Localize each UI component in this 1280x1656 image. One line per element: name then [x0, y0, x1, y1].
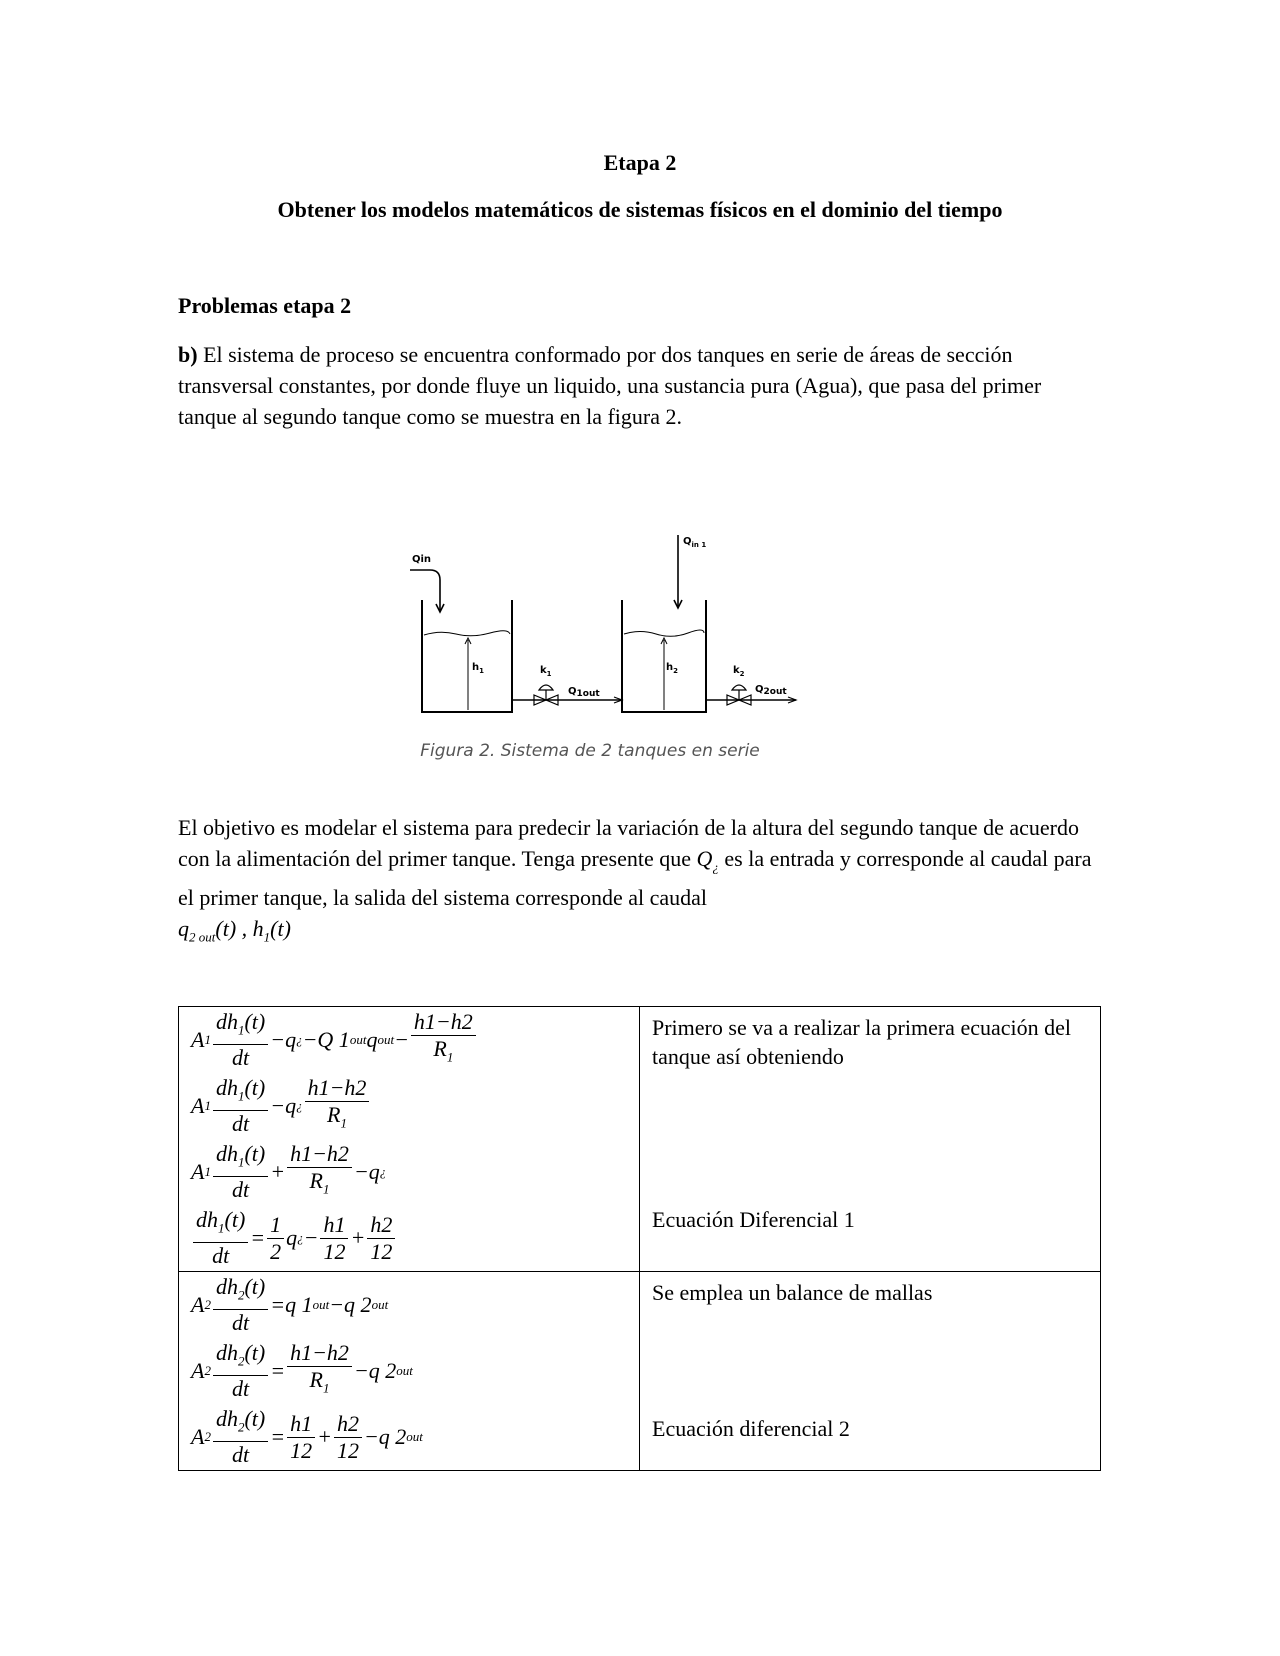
problem-statement: [178, 339, 1098, 432]
objective-paragraph: El objetivo es modelar el sistema para predecir la variación de la altura del segundo tanque de acuerdo con la alimentación del primer tanque. Tenga presente que $Q_¿$ es la entrada y corresponde al caudal para el primer tanque, la salida del sistema corresponde al caudal $q_{2 out}(t)$ , $h_1(t)$: [178, 815, 1092, 945]
tank-1-level: [424, 631, 510, 636]
output-expression: $q_{2 out}(t)$ , $h_1(t)$: [178, 916, 291, 945]
label-k1: $k_1$: [540, 665, 552, 678]
problem-label: b): [178, 342, 198, 367]
section-heading: Problemas etapa 2: [178, 293, 352, 318]
page-subtitle: Obtener los modelos matemáticos de sistemas físicos en el dominio del tiempo: [277, 197, 1003, 222]
label-h2: $h_2$: [666, 662, 678, 675]
note-label: Ecuación Diferencial 1: [652, 1207, 855, 1232]
tank-diagram: [400, 530, 820, 730]
label-q1out: Q1out: [568, 686, 600, 699]
notes-cell-1: [640, 1007, 1101, 1272]
table-row: [179, 1007, 1101, 1272]
qin-flow-line: [410, 570, 440, 610]
page-title: Etapa 2: [603, 150, 677, 175]
tank-1: [422, 600, 512, 712]
equation: A 2 $\frac{dh_2(t)}{dt}$ =q 1 out −q 2 out: [191, 1274, 389, 1335]
equation: $\frac{dh_1(t)}{dt}$ = $\frac{1}{2}$ q ¿ − $\frac{h1}{12}$ + $\frac{h2}{12}$: [179, 1205, 639, 1271]
tank-2-level: [624, 630, 704, 636]
equation: A 1 $\frac{dh_1(t)}{dt}$ −q ¿ −Q 1 out q out − $\frac{h1-h2}{R_1}$: [179, 1007, 639, 1073]
label-q2out: Q2out: [755, 684, 787, 697]
table-row: [179, 1272, 1101, 1471]
equations-table: [178, 1006, 1101, 1471]
valve-2-actuator: [732, 685, 746, 690]
equations-cell-1: [179, 1007, 640, 1272]
figure-caption: Figura 2. Sistema de 2 tanques en serie: [420, 741, 760, 761]
equation: A 2 $\frac{dh_2(t)}{dt}$ = $\frac{h1-h2}{R_1}$ −q 2 out: [191, 1340, 413, 1401]
valve-1-actuator: [539, 685, 553, 690]
note-text: Se emplea un balance de mallas: [652, 1280, 933, 1305]
label-h1: $h_1$: [472, 662, 484, 675]
problem-text: El sistema de proceso se encuentra conformado por dos tanques en serie de áreas de sección transversal constantes, por donde fluye un liquido, una sustancia pura (Agua), que pasa del primer tanque al segundo tanque como se muestra en la figura 2.: [178, 342, 1042, 429]
equations-cell-2: [179, 1272, 640, 1471]
equation: A 1 $\frac{dh_1(t)}{dt}$ −q ¿ $\frac{h1-h2}{R_1}$: [179, 1073, 639, 1139]
note-label: Ecuación diferencial 2: [652, 1416, 850, 1441]
qi-symbol: $Q_¿$: [696, 846, 719, 875]
label-qin: Qin: [412, 554, 432, 565]
label-k2: $k_2$: [733, 665, 745, 678]
equation: A 1 $\frac{dh_1(t)}{dt}$ + $\frac{h1-h2}{R_1}$ −q ¿: [191, 1141, 387, 1202]
notes-cell-2: [640, 1272, 1101, 1471]
label-qin1: $Q_{in 1}$: [683, 536, 707, 549]
note-text: Primero se va a realizar la primera ecuación del tanque así obteniendo: [652, 1015, 1071, 1069]
equation: A 2 $\frac{dh_2(t)}{dt}$ = $\frac{h1}{12}$ + $\frac{h2}{12}$ −q 2 out: [191, 1406, 423, 1467]
